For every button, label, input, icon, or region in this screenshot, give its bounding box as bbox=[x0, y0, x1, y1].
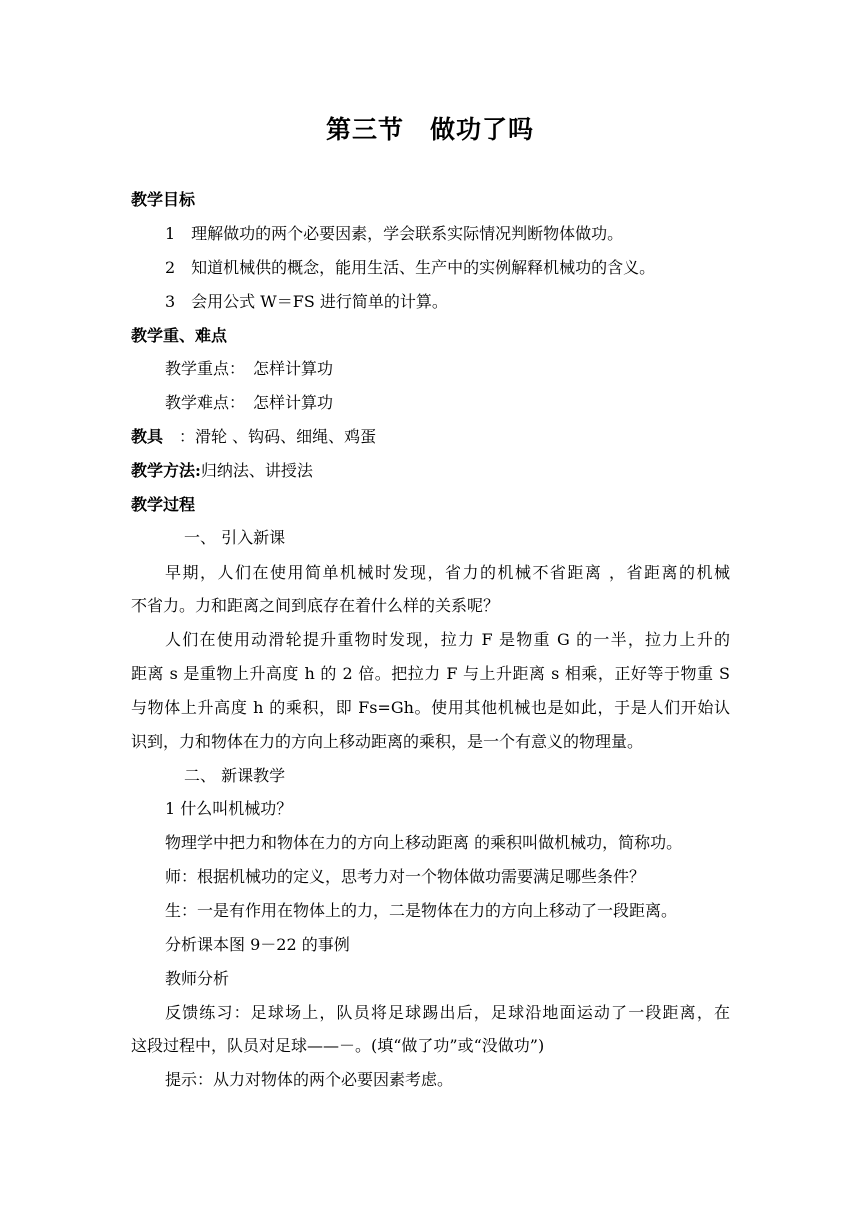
goal-item: 1 理解做功的两个必要因素，学会联系实际情况判断物体做功。 bbox=[165, 224, 624, 243]
paragraph-line: 人们在使用动滑轮提升重物时发现，拉力 F 是物重 G 的一半，拉力上升的 bbox=[165, 630, 730, 649]
method-label: 教学方法: bbox=[131, 461, 201, 480]
process-heading: 教学过程 bbox=[131, 495, 196, 514]
question-text: 1 什么叫机械功？ bbox=[165, 799, 293, 818]
tools-value: ：滑轮 、钩码、细绳、鸡蛋 bbox=[163, 427, 377, 446]
analysis-text: 分析课本图 9－22 的事例 bbox=[165, 935, 350, 954]
student-answer: 生：一是有作用在物体上的力，二是物体在力的方向上移动了一段距离。 bbox=[165, 901, 678, 920]
part1-heading: 一、 引入新课 bbox=[184, 528, 286, 547]
tools-label: 教具 bbox=[131, 427, 164, 446]
keypoints-heading: 教学重、难点 bbox=[131, 326, 228, 345]
page-title: 第三节 做功了吗 bbox=[325, 115, 534, 144]
feedback-line: 这段过程中，队员对足球——－。(填“做了功”或“没做功”) bbox=[131, 1036, 545, 1055]
paragraph-line: 距离 s 是重物上升高度 h 的 2 倍。把拉力 F 与上升距离 s 相乘，正好等于物重 S bbox=[131, 664, 730, 683]
tools-line bbox=[131, 426, 376, 448]
goal-item: 3 会用公式 W＝FS 进行简单的计算。 bbox=[165, 292, 448, 311]
paragraph-line: 识到，力和物体在力的方向上移动距离的乘积，是一个有意义的物理量。 bbox=[131, 732, 644, 751]
goal-item: 2 知道机械供的概念，能用生活、生产中的实例解释机械功的含义。 bbox=[165, 258, 656, 277]
feedback-line: 反馈练习：足球场上，队员将足球踢出后，足球沿地面运动了一段距离，在 bbox=[165, 1003, 730, 1022]
part2-heading: 二、 新课教学 bbox=[184, 766, 286, 785]
goals-heading: 教学目标 bbox=[131, 190, 196, 209]
method-value: 归纳法、讲授法 bbox=[200, 461, 313, 480]
teacher-analysis: 教师分析 bbox=[165, 969, 230, 988]
paragraph-line: 与物体上升高度 h 的乘积，即 Fs=Gh。使用其他机械也是如此，于是人们开始认 bbox=[131, 698, 730, 717]
paragraph-line: 不省力。力和距离之间到底存在着什么样的关系呢？ bbox=[131, 596, 500, 615]
definition-text: 物理学中把力和物体在力的方向上移动距离 的乘积叫做机械功，简称功。 bbox=[165, 833, 683, 852]
difficulty-text: 教学难点： 怎样计算功 bbox=[165, 393, 334, 412]
teacher-question: 师：根据机械功的定义，思考力对一个物体做功需要满足哪些条件？ bbox=[165, 867, 646, 886]
keypoint-text: 教学重点： 怎样计算功 bbox=[165, 359, 334, 378]
paragraph-line: 早期，人们在使用简单机械时发现，省力的机械不省距离 ，省距离的机械 bbox=[165, 563, 730, 582]
method-line bbox=[131, 460, 313, 482]
hint-text: 提示：从力对物体的两个必要因素考虑。 bbox=[165, 1070, 454, 1089]
